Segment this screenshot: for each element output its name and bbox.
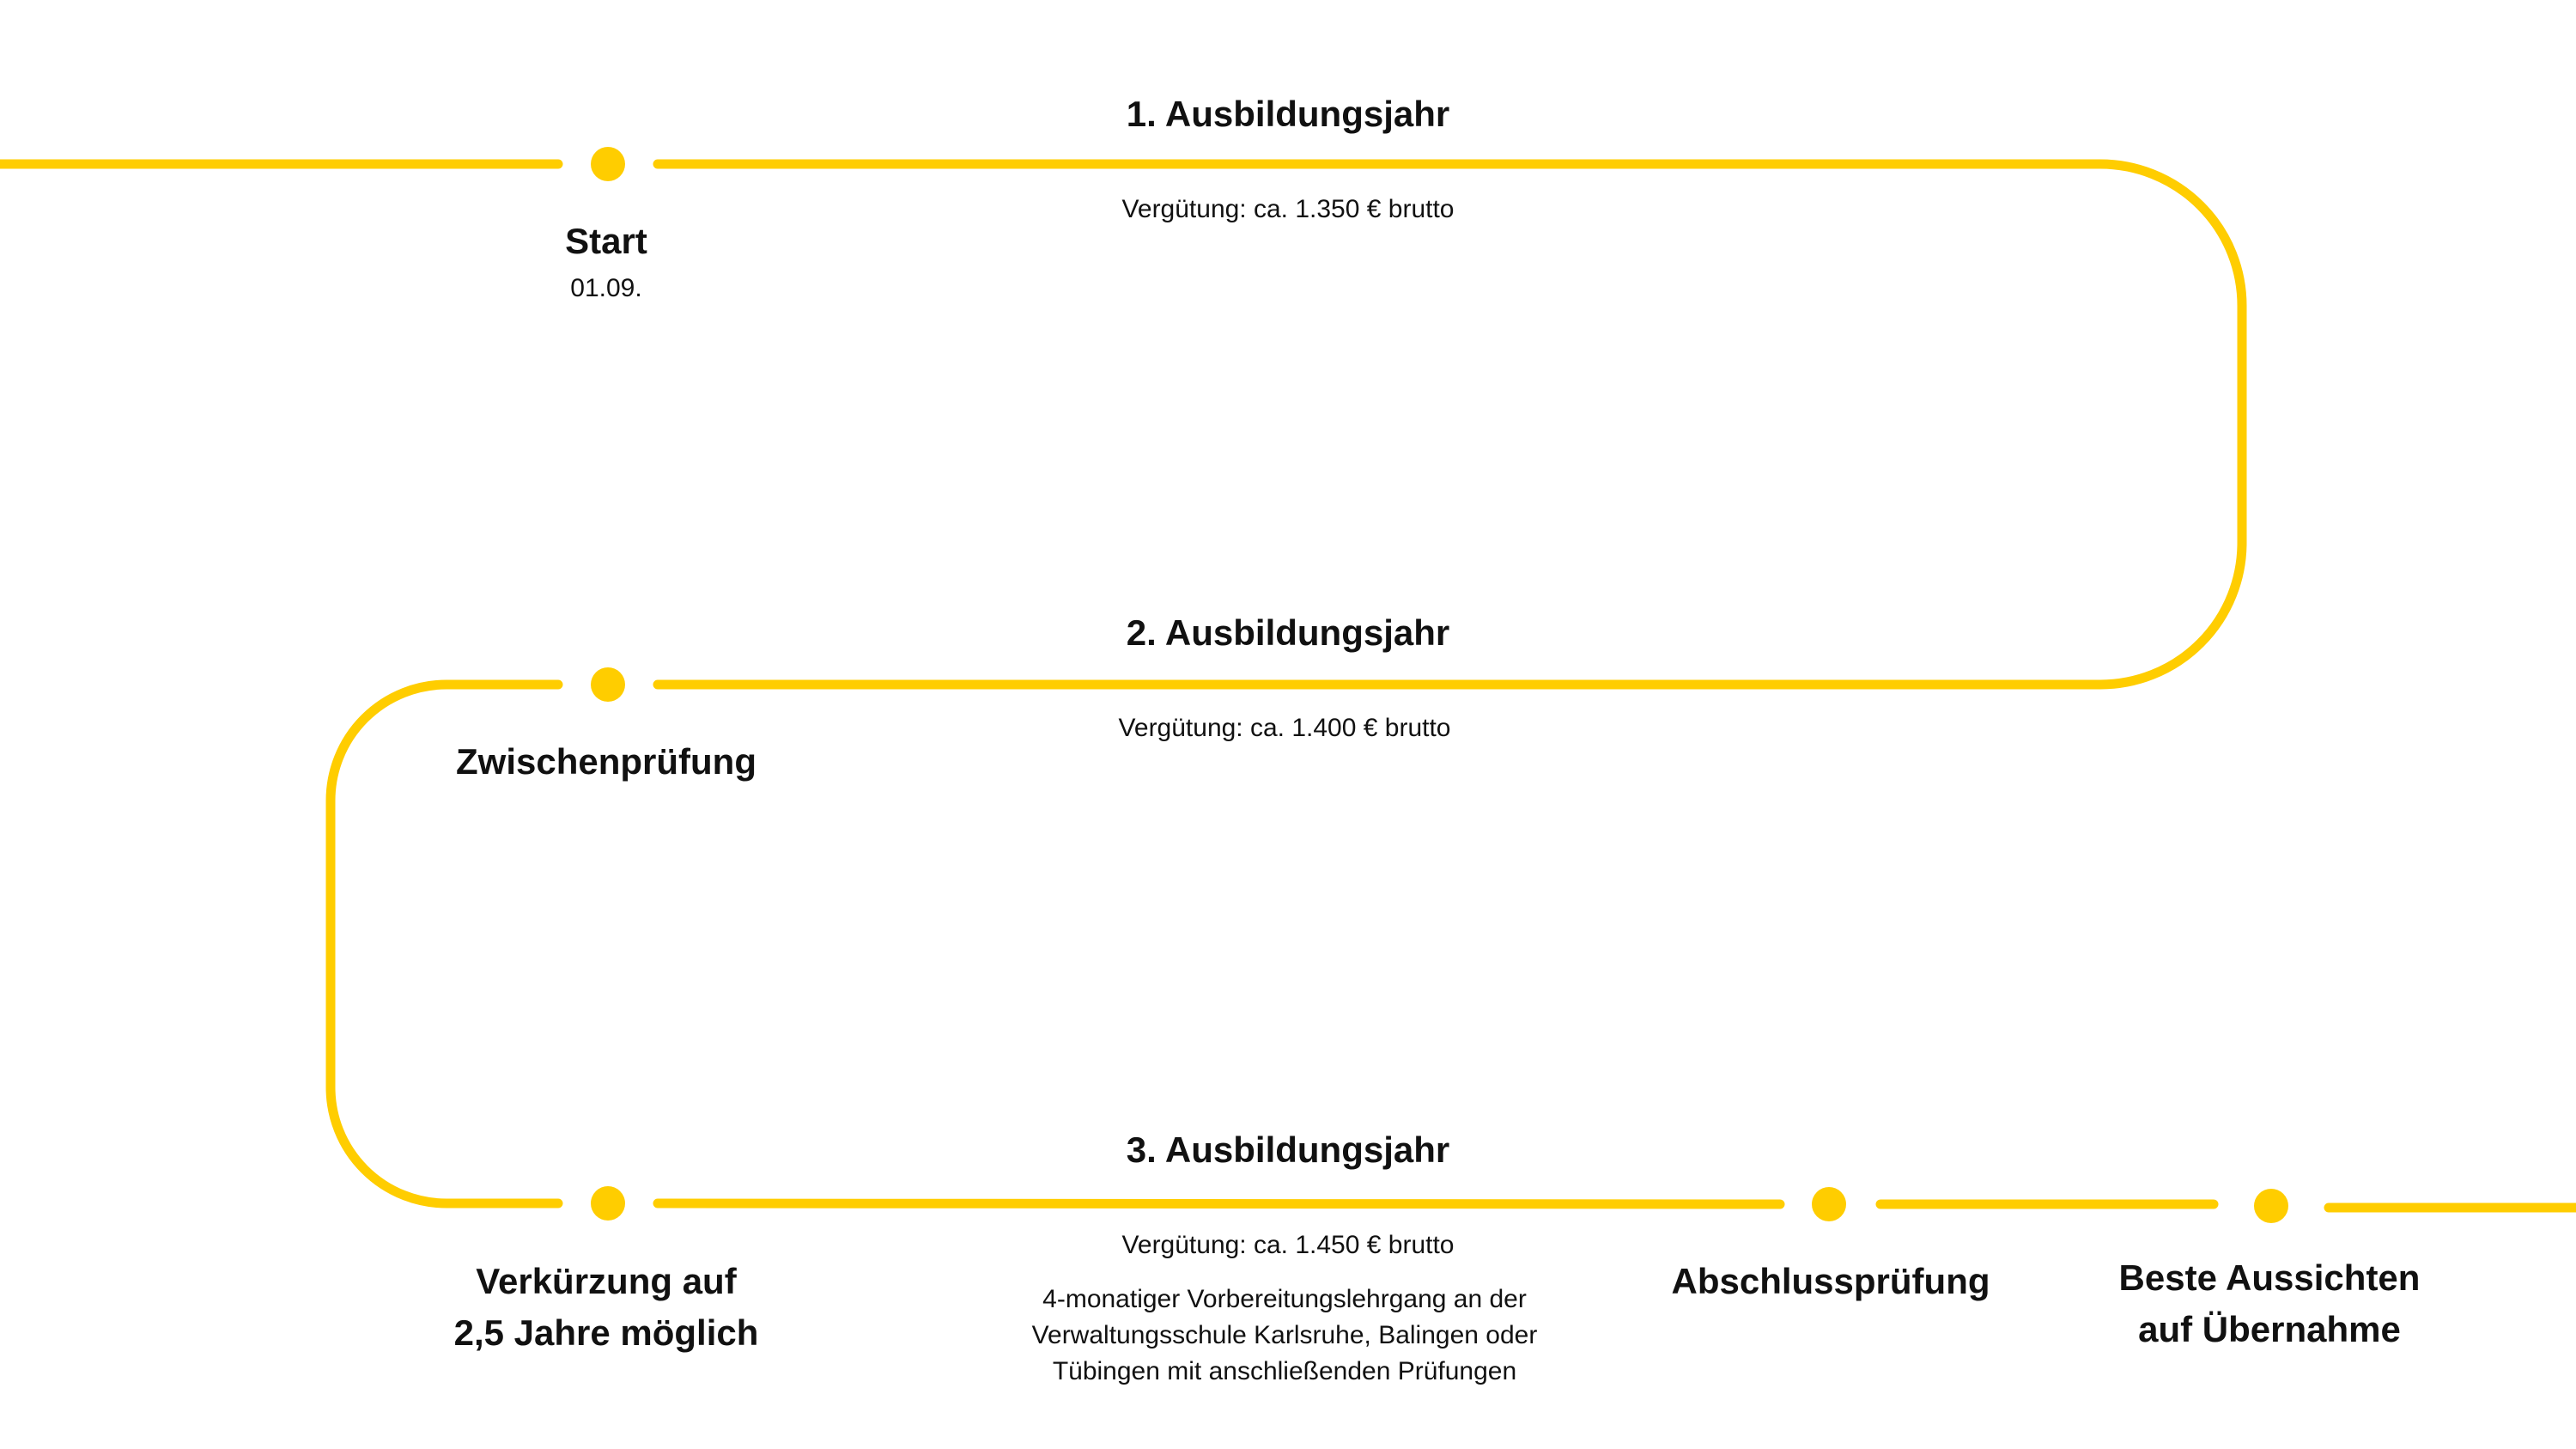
- milestone-start-title: Start: [565, 221, 647, 261]
- milestone-dot-abschlusspruefung: [1812, 1187, 1846, 1221]
- year-2-pay: Vergütung: ca. 1.400 € brutto: [1118, 714, 1451, 742]
- milestone-dot-start: [591, 147, 625, 181]
- milestone-verkuerzung: [454, 1256, 759, 1359]
- note-line: Verwaltungsschule Karlsruhe, Balingen oder: [1031, 1321, 1538, 1349]
- milestone-start: [565, 220, 647, 304]
- track-row-1-right-curve: [658, 164, 2242, 685]
- milestone-dot-zwischenpruefung: [591, 667, 625, 702]
- milestone-dot-uebernahme: [2254, 1189, 2288, 1223]
- track-lines: [0, 164, 2576, 1208]
- milestone-verkuerzung-line-2: 2,5 Jahre möglich: [453, 1312, 759, 1353]
- milestone-uebernahme-line-1: Beste Aussichten: [2118, 1257, 2421, 1298]
- milestone-uebernahme-line-2: auf Übernahme: [2138, 1309, 2401, 1349]
- year-2-heading: 2. Ausbildungsjahr: [1126, 612, 1450, 653]
- year-1-heading: 1. Ausbildungsjahr: [1126, 94, 1450, 134]
- milestone-zwischenpruefung: Zwischenprüfung: [456, 741, 756, 782]
- year-3-heading: 3. Ausbildungsjahr: [1126, 1129, 1450, 1170]
- note-line: 4-monatiger Vorbereitungslehrgang an der: [1042, 1285, 1527, 1313]
- milestone-verkuerzung-line-1: Verkürzung auf: [476, 1261, 737, 1301]
- milestone-dot-verkuerzung: [591, 1186, 625, 1221]
- year-1-pay: Vergütung: ca. 1.350 € brutto: [1121, 195, 1455, 223]
- year-3-pay: Vergütung: ca. 1.450 € brutto: [1121, 1231, 1455, 1259]
- track-row-3-segment-a: [658, 1203, 1780, 1204]
- milestone-abschlusspruefung: Abschlussprüfung: [1671, 1261, 1990, 1301]
- milestone-start-date: 01.09.: [570, 274, 642, 303]
- note-line: Tübingen mit anschließenden Prüfungen: [1052, 1357, 1517, 1385]
- milestone-uebernahme: [2119, 1252, 2421, 1355]
- year-3-course-note: [1032, 1282, 1538, 1390]
